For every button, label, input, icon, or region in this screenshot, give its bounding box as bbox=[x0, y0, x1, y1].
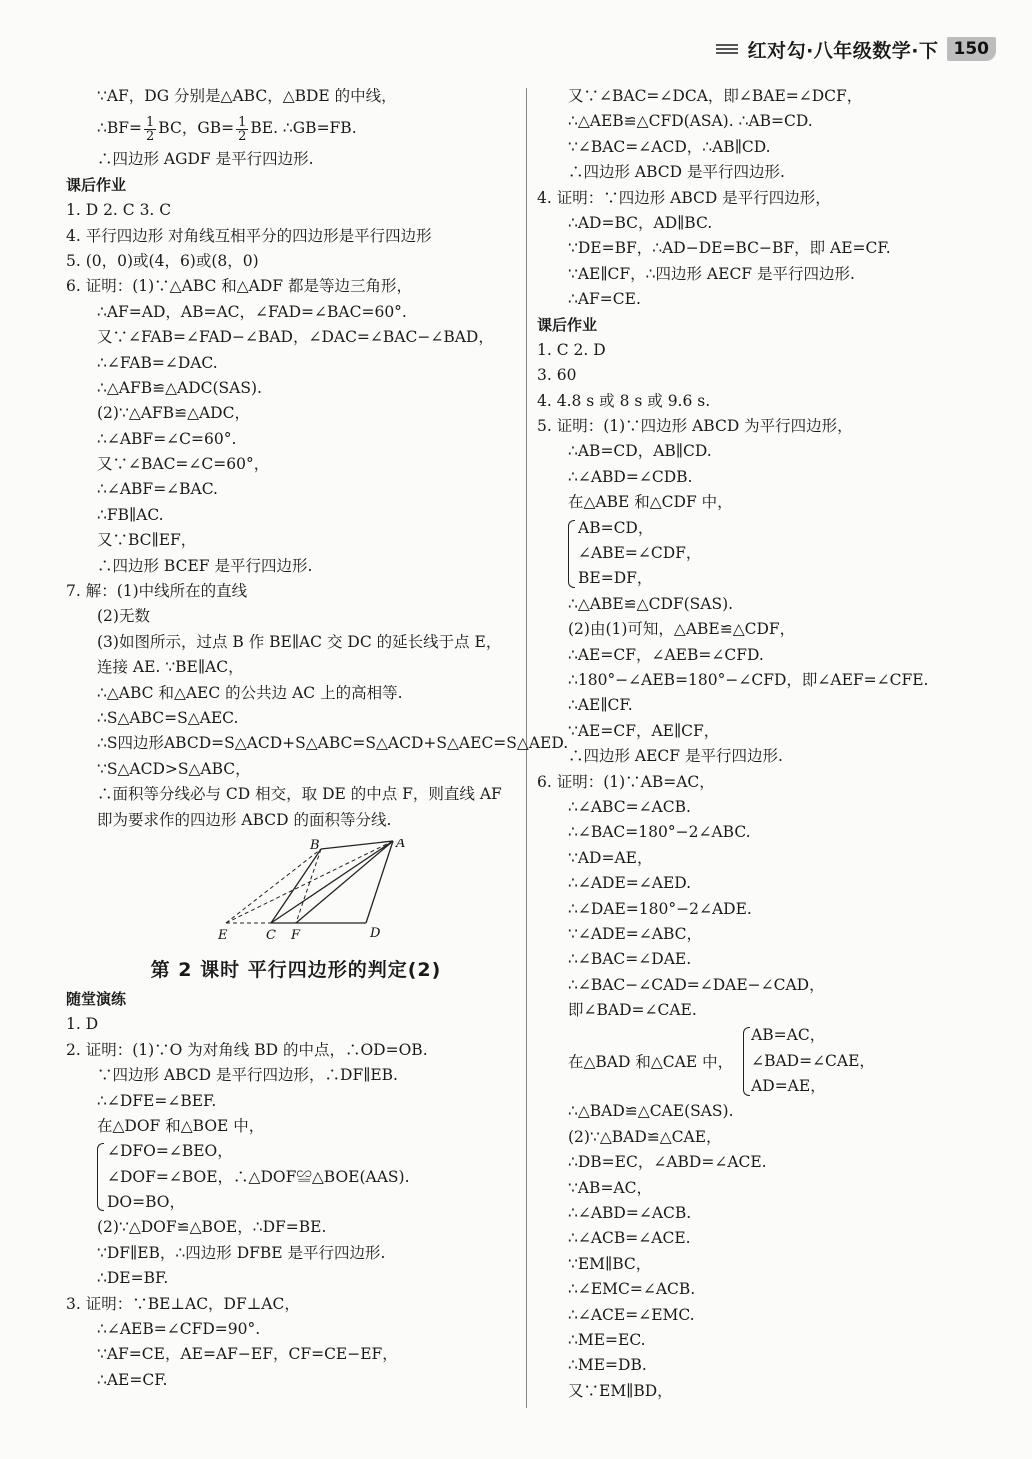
text-line: (2)∵△DOF≌△BOE，∴DF=BE. bbox=[97, 1218, 327, 1237]
answer-line: 5. (0，0)或(4，6)或(8，0) bbox=[66, 251, 259, 270]
text-line: ∠ABE=∠CDF， bbox=[578, 544, 702, 563]
text-line: ∴∠EMC=∠ACB. bbox=[568, 1280, 696, 1299]
text-line: 连接 AE. ∵BE∥AC， bbox=[97, 658, 244, 677]
brace-group bbox=[107, 1139, 526, 1215]
text-line: ∵AE∥CF，∴四边形 AECF 是平行四边形. bbox=[568, 264, 855, 283]
text-line: ∴DB=EC，∠ABD=∠ACE. bbox=[568, 1153, 767, 1172]
text-line: ∴四边形 ABCD 是平行四边形. bbox=[568, 163, 785, 182]
page-number: 150 bbox=[947, 37, 997, 61]
text-line: BE=DF， bbox=[578, 569, 653, 588]
text-line: ∠DOF=∠BOE，∴△DOF≌△BOE(AAS). bbox=[107, 1167, 410, 1186]
section-title: 课后作业 bbox=[537, 315, 598, 334]
page-header bbox=[716, 34, 996, 64]
label-F: F bbox=[291, 927, 301, 943]
text-line: ∵DF∥EB，∴四边形 DFBE 是平行四边形. bbox=[97, 1243, 386, 1262]
answer-line: 5. 证明：(1)∵四边形 ABCD 为平行四边形， bbox=[537, 417, 853, 436]
dashed-EA bbox=[226, 838, 393, 923]
text-line: (2)由(1)可知，△ABE≌△CDF， bbox=[568, 620, 796, 639]
text-line: 即∠BAD=∠CAE. bbox=[568, 1001, 697, 1020]
text-line: ∴面积等分线必与 CD 相交，取 DE 的中点 F，则直线 AF bbox=[97, 785, 502, 804]
text-line: ∵DE=BF，∴AD−DE=BC−BF，即 AE=CF. bbox=[568, 239, 891, 258]
fraction-half bbox=[236, 116, 248, 143]
answer-line: 2. 证明：(1)∵O 为对角线 BD 的中点，∴OD=OB. bbox=[66, 1040, 428, 1059]
text-line: ∵S△ACD>S△ABC， bbox=[97, 759, 251, 778]
fraction-numerator: 1 bbox=[238, 114, 247, 130]
text-line: ∵AB=AC， bbox=[568, 1178, 652, 1197]
text-line: ∴∠FAB=∠DAC. bbox=[97, 353, 218, 372]
text-line: ∴∠BAC=∠DAE. bbox=[568, 950, 692, 969]
right-column bbox=[537, 84, 1007, 1404]
text-line: ∴AE=CF，∠AEB=∠CFD. bbox=[568, 645, 764, 664]
answer-line: 7. 解：(1)中线所在的直线 bbox=[66, 582, 248, 601]
text-fragment: BE. ∴GB=FB. bbox=[250, 119, 357, 138]
text-line: ∴∠ADE=∠AED. bbox=[568, 874, 692, 893]
text-fragment: ∴BF= bbox=[97, 119, 142, 138]
label-D: D bbox=[370, 925, 381, 941]
text-fragment: BC，GB= bbox=[158, 119, 235, 138]
label-E: E bbox=[218, 927, 228, 943]
dashed-EB bbox=[226, 849, 321, 923]
lesson-title: 第 2 课时 平行四边形的判定(2) bbox=[150, 958, 442, 981]
text-line: ∠BAD=∠CAE， bbox=[751, 1051, 875, 1070]
text-line: ∴AF=AD，AB=AC，∠FAD=∠BAC=60°. bbox=[97, 302, 407, 321]
segment-AD bbox=[366, 841, 393, 923]
text-line: ∴四边形 AGDF 是平行四边形. bbox=[97, 150, 314, 169]
text-line: ∴AF=CE. bbox=[568, 290, 641, 309]
text-line: ∵四边形 ABCD 是平行四边形，∴DF∥EB. bbox=[97, 1066, 398, 1085]
text-line: ∴∠ACB=∠ACE. bbox=[568, 1229, 691, 1248]
condition-system-inline bbox=[537, 1023, 1007, 1099]
answer-line: 3. 证明：∵BE⊥AC，DF⊥AC， bbox=[66, 1294, 300, 1313]
text-line: ∴∠ABF=∠C=60°. bbox=[97, 429, 237, 448]
section-title: 课后作业 bbox=[66, 175, 127, 194]
text-line: 又∵BC∥EF， bbox=[97, 531, 197, 550]
text-line: ∴AD=BC，AD∥BC. bbox=[568, 213, 713, 232]
answer-line: 1. D bbox=[66, 1015, 99, 1034]
condition-system bbox=[537, 516, 1007, 592]
label-C: C bbox=[266, 927, 276, 943]
text-line: ∴AE=CF. bbox=[97, 1370, 168, 1389]
text-line: ∴∠ABF=∠BAC. bbox=[97, 480, 218, 499]
answer-line: 3. 60 bbox=[537, 366, 577, 385]
label-A: A bbox=[396, 838, 406, 851]
answer-line: 4. 证明：∵四边形 ABCD 是平行四边形， bbox=[537, 188, 831, 207]
text-line: ∴DE=BF. bbox=[97, 1269, 169, 1288]
section-title: 随堂演练 bbox=[66, 989, 127, 1008]
text-line: ∵AF，DG 分别是△ABC，△BDE 的中线， bbox=[97, 87, 397, 105]
text-line: ∵EM∥BC， bbox=[568, 1254, 652, 1273]
answer-line: 1. D 2. C 3. C bbox=[66, 201, 172, 220]
text-line: 在△ABE 和△CDF 中， bbox=[568, 493, 733, 512]
text-line: AB=AC， bbox=[751, 1026, 826, 1045]
brace-group bbox=[578, 516, 1007, 592]
text-line: DO=BO， bbox=[107, 1193, 186, 1212]
text-line: 即为要求作的四边形 ABCD 的面积等分线. bbox=[97, 810, 392, 829]
text-line: ∴△BAD≌△CAE(SAS). bbox=[568, 1102, 734, 1121]
text-line: ∴AB=CD，AB∥CD. bbox=[568, 442, 712, 461]
text-line: ∴FB∥AC. bbox=[97, 505, 164, 524]
text-line: ∴∠ABD=∠ACB. bbox=[568, 1204, 692, 1223]
fraction-half bbox=[144, 116, 156, 143]
book-title: 红对勾·八年级数学·下 bbox=[747, 39, 939, 62]
answer-line: 6. 证明：(1)∵AB=AC， bbox=[537, 772, 715, 791]
text-line: ∵∠BAC=∠ACD，∴AB∥CD. bbox=[568, 137, 771, 156]
fraction-denominator: 2 bbox=[146, 128, 155, 144]
label-B: B bbox=[310, 838, 320, 853]
text-line: ∵∠ADE=∠ABC， bbox=[568, 924, 702, 943]
text-line: ∠DFO=∠BEO， bbox=[107, 1142, 233, 1161]
text-line-fraction bbox=[66, 109, 526, 147]
text-line: ∴△ABE≌△CDF(SAS). bbox=[568, 594, 734, 613]
text-line: (3)如图所示，过点 B 作 BE∥AC 交 DC 的延长线于点 E， bbox=[97, 632, 502, 651]
text-line: ∴∠DAE=180°−2∠ADE. bbox=[568, 899, 752, 918]
geometry-figure bbox=[66, 839, 526, 949]
fraction-numerator: 1 bbox=[146, 114, 155, 130]
text-line: 又∵∠FAB=∠FAD−∠BAD，∠DAC=∠BAC−∠BAD， bbox=[97, 328, 494, 347]
answer-line: 1. C 2. D bbox=[537, 340, 606, 359]
fraction-denominator: 2 bbox=[238, 128, 247, 144]
text-line: ∴△AFB≌△ADC(SAS). bbox=[97, 378, 262, 397]
text-line: ∴∠ABC=∠ACB. bbox=[568, 797, 691, 816]
text-line: ∴∠BAC=180°−2∠ABC. bbox=[568, 823, 751, 842]
answer-line: 4. 4.8 s 或 8 s 或 9.6 s. bbox=[537, 391, 711, 410]
text-line: 又∵∠BAC=∠C=60°， bbox=[97, 455, 270, 474]
text-line: (2)无数 bbox=[97, 607, 150, 626]
text-line: ∴S四边形ABCD=S△ACD+S△ABC=S△ACD+S△AEC=S△AED. bbox=[97, 734, 569, 753]
segment-CA bbox=[271, 838, 393, 923]
text-line: ∴∠ACE=∠EMC. bbox=[568, 1305, 695, 1324]
text-line: 又∵EM∥BD， bbox=[568, 1381, 673, 1400]
text-line: ∴四边形 BCEF 是平行四边形. bbox=[97, 556, 313, 575]
text-line: ∵AF=CE，AE=AF−EF，CF=CE−EF， bbox=[97, 1345, 398, 1364]
text-line: (2)∵△BAD≌△CAE， bbox=[568, 1127, 722, 1146]
condition-system bbox=[66, 1139, 526, 1215]
text-line: ∴∠AEB=∠CFD=90°. bbox=[97, 1320, 261, 1339]
text-line: ∴∠DFE=∠BEF. bbox=[97, 1091, 217, 1110]
text-line: (2)∵△AFB≌△ADC， bbox=[97, 404, 250, 423]
brace-group bbox=[751, 1023, 875, 1099]
quadrilateral-diagram bbox=[66, 839, 526, 949]
text-line: ∴ME=EC. bbox=[568, 1330, 646, 1349]
text-fragment: 在△BAD 和△CAE 中， bbox=[568, 1053, 734, 1072]
segment-CB bbox=[271, 849, 321, 923]
text-line: AD=AE， bbox=[751, 1077, 826, 1096]
text-line: 在△DOF 和△BOE 中， bbox=[97, 1116, 265, 1135]
text-line: ∵AE=CF，AE∥CF， bbox=[568, 721, 720, 740]
text-line: ∴ME=DB. bbox=[568, 1356, 647, 1375]
text-line: ∴四边形 AECF 是平行四边形. bbox=[568, 747, 783, 766]
text-line: ∴∠ABD=∠CDB. bbox=[568, 467, 693, 486]
text-line: AB=CD， bbox=[578, 518, 654, 537]
text-line: ∴△ABC 和△AEC 的公共边 AC 上的高相等. bbox=[97, 683, 403, 702]
text-line: ∵AD=AE， bbox=[568, 848, 653, 867]
answer-line: 6. 证明：(1)∵△ABC 和△ADF 都是等边三角形， bbox=[66, 277, 412, 296]
text-line: ∴△AEB≌△CFD(ASA). ∴AB=CD. bbox=[568, 112, 813, 131]
header-lines-icon bbox=[716, 44, 738, 54]
text-line: ∴S△ABC=S△AEC. bbox=[97, 708, 239, 727]
text-line: ∴180°−∠AEB=180°−∠CFD，即∠AEF=∠CFE. bbox=[568, 670, 929, 689]
answer-line: 4. 平行四边形 对角线互相平分的四边形是平行四边形 bbox=[66, 226, 432, 245]
text-line: 又∵∠BAC=∠DCA，即∠BAE=∠DCF， bbox=[568, 87, 863, 105]
text-line: ∴∠BAC−∠CAD=∠DAE−∠CAD， bbox=[568, 975, 825, 994]
text-line: ∴AE∥CF. bbox=[568, 696, 633, 715]
